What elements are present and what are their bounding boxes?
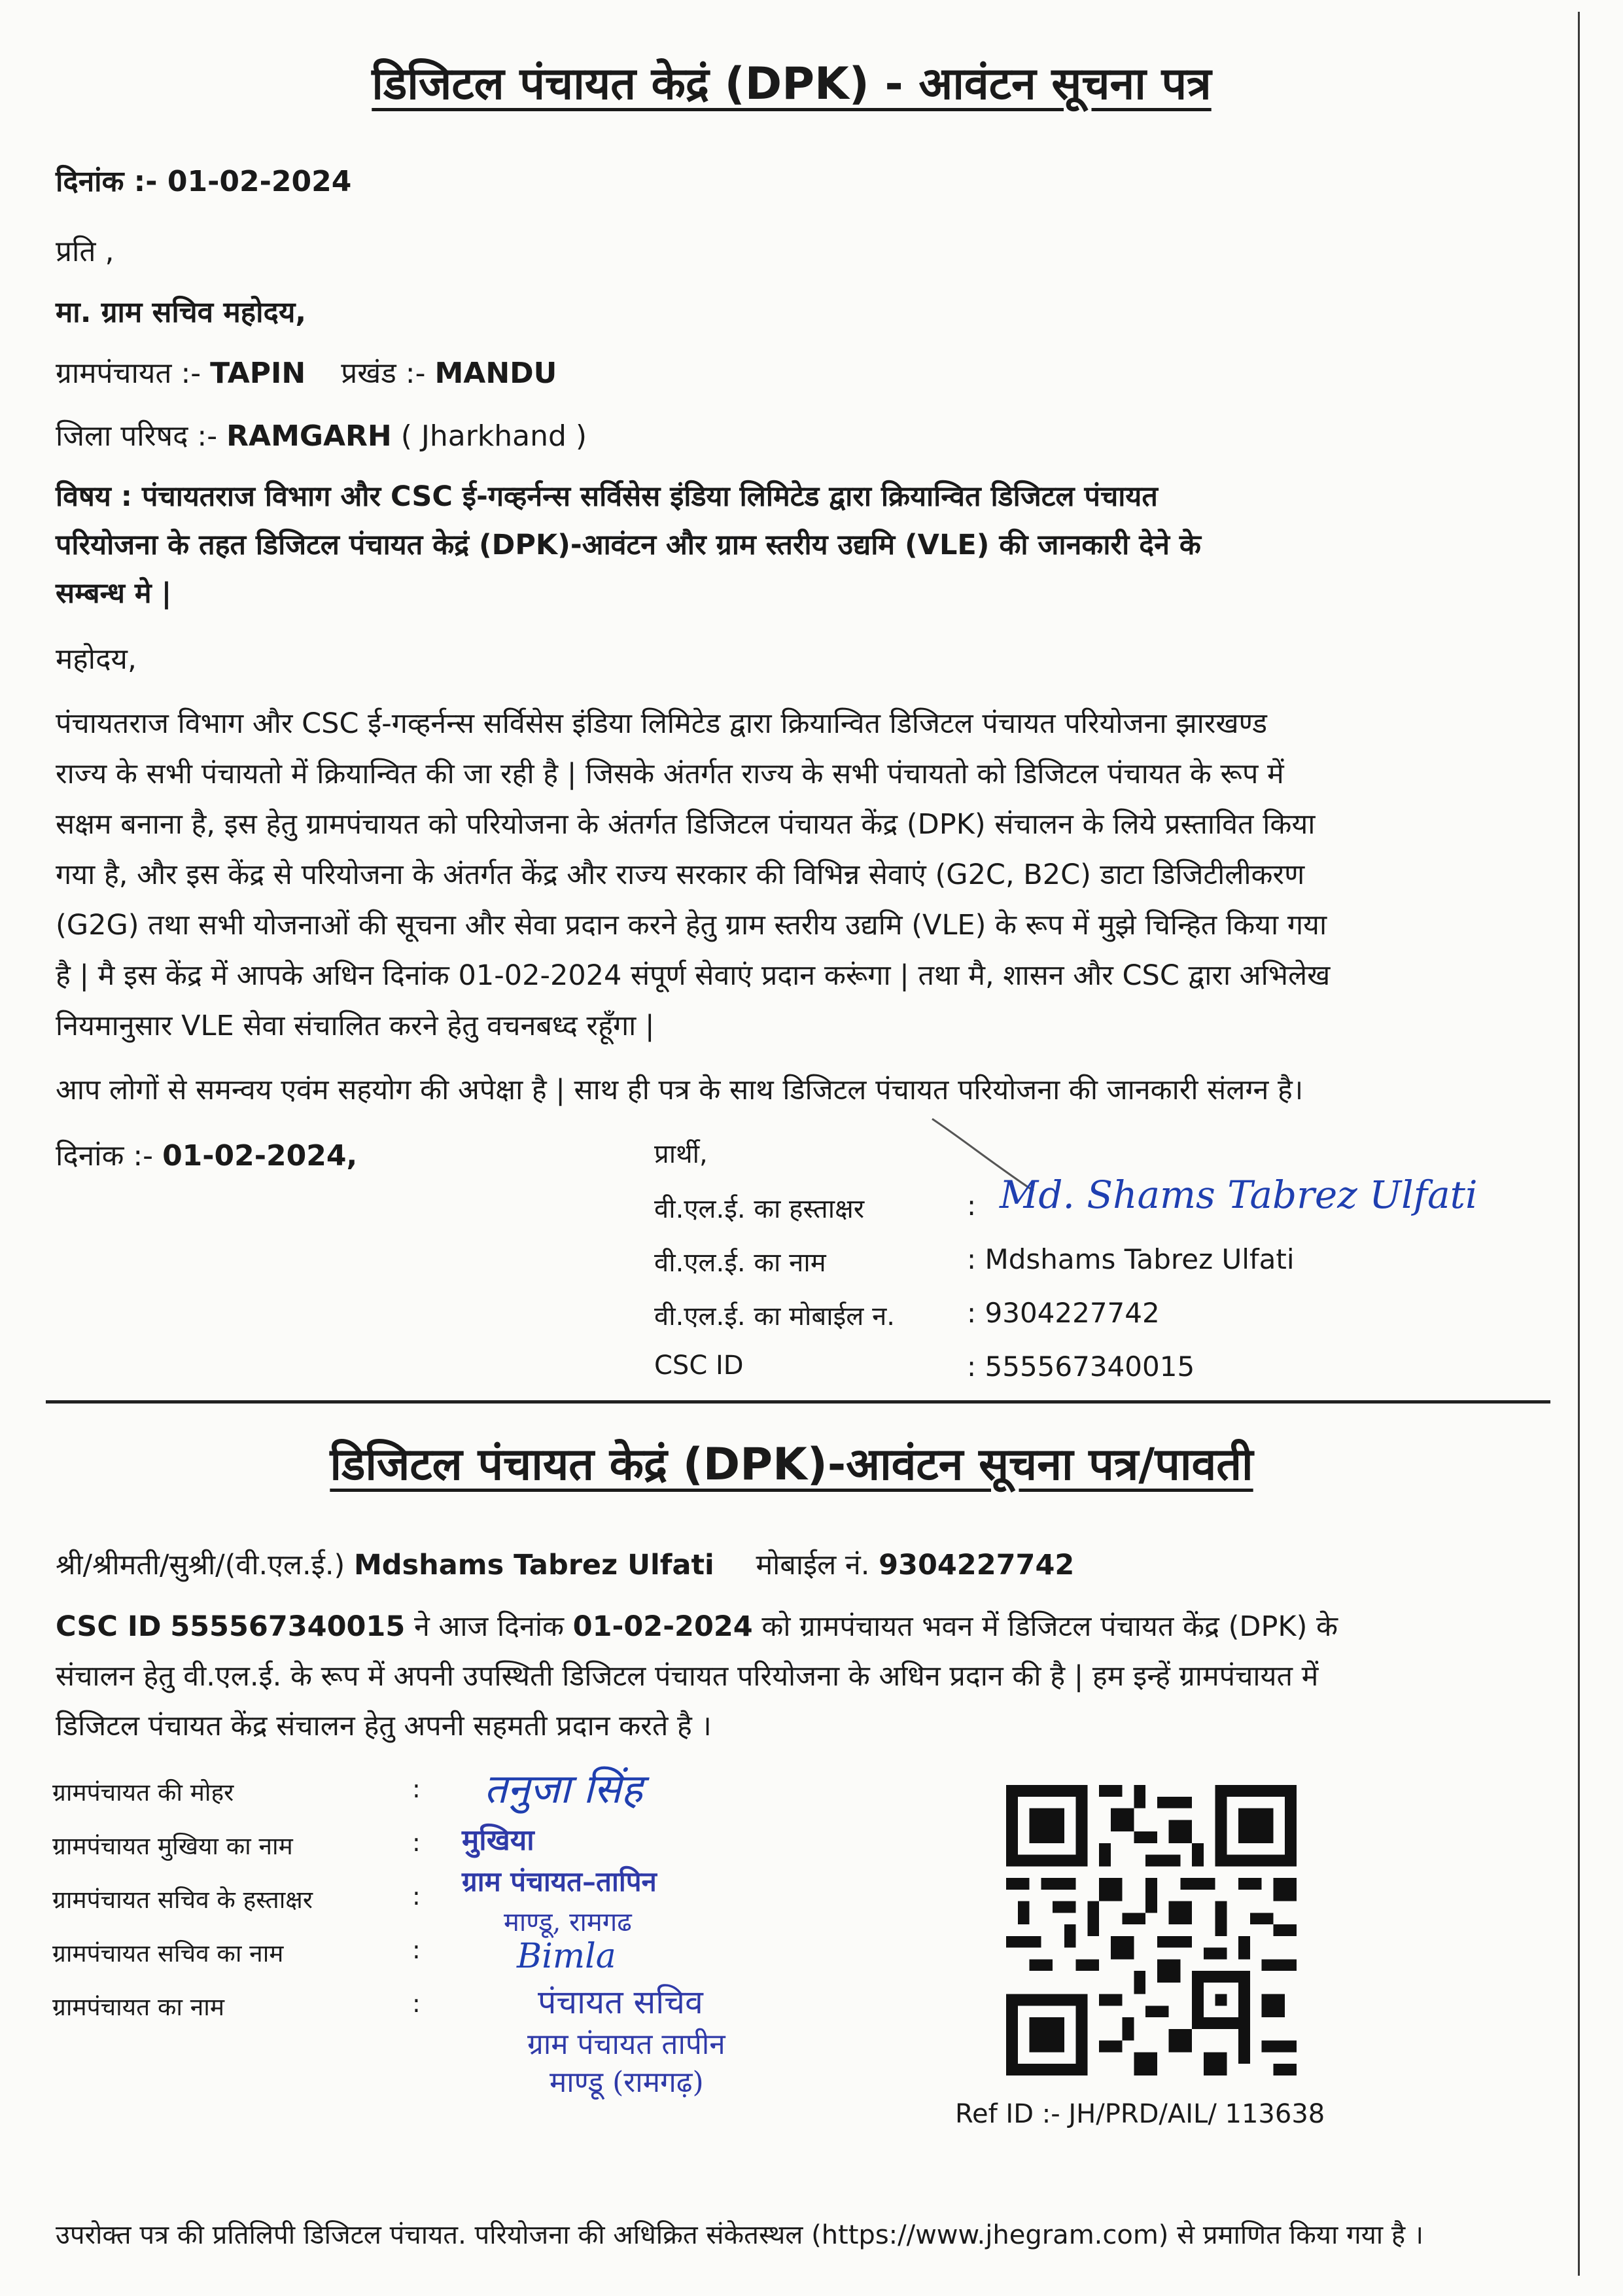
to-line: प्रति , (56, 235, 114, 268)
mukhiya-handwritten-name: तनुजा सिंह (484, 1765, 643, 1812)
receipt-text: को ग्रामपंचायत भवन में डिजिटल पंचायत केंद्र (DPK) के (761, 1610, 1338, 1643)
page-edge-line (1578, 12, 1580, 2276)
vle-name-label: वी.एल.ई. का नाम (654, 1248, 826, 1278)
receipt-mobile-label: मोबाईल नं. (756, 1549, 870, 1581)
gp-label: ग्रामपंचायत :- (56, 357, 201, 390)
mukhiya-stamp-line: मुखिया (462, 1824, 534, 1857)
ack-mukhiya-label: ग्रामपंचायत मुखिया का नाम (52, 1832, 293, 1860)
subject-line: सम्बन्ध मे | (56, 577, 172, 610)
body-line: (G2G) तथा सभी योजनाओं की सूचना और सेवा प्रदान करने हेतु ग्राम स्तरीय उद्यमि (VLE) के रूप में मुझे चिन्हित किया गया (56, 909, 1327, 942)
body-line: सक्षम बनाना है, इस हेतु ग्रामपंचायत को परियोजना के अंतर्गत डिजिटल पंचायत केंद्र (DPK) संचालन के लिये प्रस्तावित किया (56, 808, 1316, 841)
ack-colon: : (412, 1989, 421, 2018)
receipt-mobile-value: 9304227742 (879, 1549, 1075, 1581)
ack-colon: : (412, 1882, 421, 1911)
date-label: दिनांक :- (56, 165, 158, 198)
section-divider (46, 1400, 1550, 1404)
receipt-line: संचालन हेतु वी.एल.ई. के रूप में अपनी उपस्थिती डिजिटल पंचायत परियोजना के अधिन प्रदान की है | हम इन्हें ग्रामपंचायत में (56, 1660, 1319, 1693)
mukhiya-stamp-line: माण्डू, रामगढ (504, 1907, 632, 1937)
secretary-stamp-line: माण्डू (रामगढ़) (550, 2066, 704, 2099)
ack-secretary-name-label: ग्रामपंचायत सचिव का नाम (52, 1939, 284, 1968)
body-line: पंचायतराज विभाग और CSC ई-गव्हर्नन्स सर्विसेस इंडिया लिमिटेड द्वारा क्रियान्वित डिजिटल पंचायत परियोजना झारखण्ड (56, 707, 1267, 740)
ack-colon: : (412, 1775, 421, 1803)
date-value: 01-02-2024, (162, 1139, 358, 1173)
salutation: महोदय, (56, 643, 137, 676)
body-line: राज्य के सभी पंचायतो में क्रियान्वित की जा रही है | जिसके अंतर्गत राज्य के सभी पंचायतो को डिजिटल पंचायत के रूप में (56, 758, 1284, 790)
state-value: ( Jharkhand ) (400, 419, 587, 453)
ack-panchayat-name-label: ग्रामपंचायत का नाम (52, 1993, 224, 2021)
receipt-line (56, 1602, 1560, 1651)
subject-line: परियोजना के तहत डिजिटल पंचायत केद्रं (DPK)-आवंटन और ग्राम स्तरीय उद्यमि (VLE) की जानकारी देने के (56, 529, 1201, 561)
secretary-stamp-line: पंचायत सचिव (538, 1983, 703, 2021)
ref-id: Ref ID :- JH/PRD/AIL/ 113638 (955, 2099, 1325, 2129)
vle-mobile-label: वी.एल.ई. का मोबाईल न. (654, 1301, 896, 1332)
date-line (56, 160, 351, 200)
secretary-signature: Bimla (517, 1937, 616, 1976)
district-line (56, 415, 587, 454)
secretary-stamp-line: ग्राम पंचायत तापीन (527, 2028, 725, 2061)
vle-signature-label: वी.एल.ई. का हस्ताक्षर (654, 1194, 865, 1224)
district-value: RAMGARH (226, 419, 392, 453)
receipt-csc-label: CSC ID (56, 1610, 162, 1643)
date-line-2 (56, 1135, 357, 1174)
receipt-title: डिजिटल पंचायत केद्रं (DPK)-आवंटन सूचना पत्र/पावती (330, 1439, 1253, 1491)
receipt-text: ने आज दिनांक (413, 1610, 564, 1643)
block-label: प्रखंड :- (341, 357, 426, 390)
receipt-vle-name: Mdshams Tabrez Ulfati (353, 1549, 714, 1581)
panchayat-line (56, 352, 557, 391)
ack-colon: : (412, 1935, 421, 1964)
receipt-csc-value: 555567340015 (170, 1610, 406, 1643)
addressee: मा. ग्राम सचिव महोदय, (56, 296, 307, 329)
ack-colon: : (412, 1828, 421, 1857)
csc-id-value: : 555567340015 (967, 1351, 1195, 1383)
date-value: 01-02-2024 (167, 165, 352, 198)
ack-secretary-sign-label: ग्रामपंचायत सचिव के हस्ताक्षर (52, 1886, 313, 1914)
subject-block (56, 472, 1547, 618)
receipt-vle-line (56, 1544, 1074, 1583)
receipt-line: डिजिटल पंचायत केंद्र संचालन हेतु अपनी सहमती प्रदान करते है । (56, 1710, 712, 1742)
ack-stamp-label: ग्रामपंचायत की मोहर (52, 1778, 234, 1807)
block-value: MANDU (434, 357, 557, 390)
applicant-heading: प्रार्थी, (654, 1139, 708, 1169)
date-label: दिनांक :- (56, 1139, 154, 1173)
body-line: नियमानुसार VLE सेवा संचालित करने हेतु वचनबध्द रहूँगा | (56, 1010, 655, 1042)
receipt-prefix: श्री/श्रीमती/सुश्री/(वी.एल.ई.) (56, 1549, 345, 1581)
body-paragraph (56, 699, 1560, 1051)
qr-code (1006, 1785, 1297, 2075)
closing-line: आप लोगों से समन्वय एवंम सहयोग की अपेक्षा है | साथ ही पत्र के साथ डिजिटल पंचायत परियोजना की जानकारी संलग्न है। (56, 1074, 1304, 1106)
footer-note: उपरोक्त पत्र की प्रतिलिपी डिजिटल पंचायत. परियोजना की अधिक्रित संकेतस्थल (https://www.jhegram.com) से प्रमाणित किया गया है । (56, 2220, 1423, 2250)
district-label: जिला परिषद :- (56, 419, 218, 453)
receipt-date: 01-02-2024 (572, 1610, 753, 1643)
body-line: गया है, और इस केंद्र से परियोजना के अंतर्गत केंद्र और राज्य सरकार की विभिन्न सेवाएं (G2C, B2C) डाटा डिजिटीलीकरण (56, 858, 1305, 891)
receipt-paragraph (56, 1602, 1560, 1751)
vle-signature: Md. Shams Tabrez Ulfati (1000, 1173, 1478, 1217)
letter-title: डिजिटल पंचायत केद्रं (DPK) - आवंटन सूचना पत्र (372, 58, 1212, 110)
gp-value: TAPIN (210, 357, 306, 390)
vle-name-value: : Mdshams Tabrez Ulfati (967, 1243, 1295, 1275)
subject-line: विषय : पंचायतराज विभाग और CSC ई-गव्हर्नन्स सर्विसेस इंडिया लिमिटेड द्वारा क्रियान्वित डिजिटल पंचायत (56, 480, 1158, 513)
mukhiya-stamp-line: ग्राम पंचायत–तापिन (462, 1865, 657, 1898)
csc-id-label: CSC ID (654, 1351, 744, 1381)
body-line: है | मै इस केंद्र में आपके अधिन दिनांक 01-02-2024 संपूर्ण सेवाएं प्रदान करूंगा | तथा मै, शासन और CSC द्वारा अभिलेख (56, 959, 1331, 992)
vle-signature-colon: : (967, 1190, 977, 1222)
vle-mobile-value: : 9304227742 (967, 1297, 1160, 1329)
